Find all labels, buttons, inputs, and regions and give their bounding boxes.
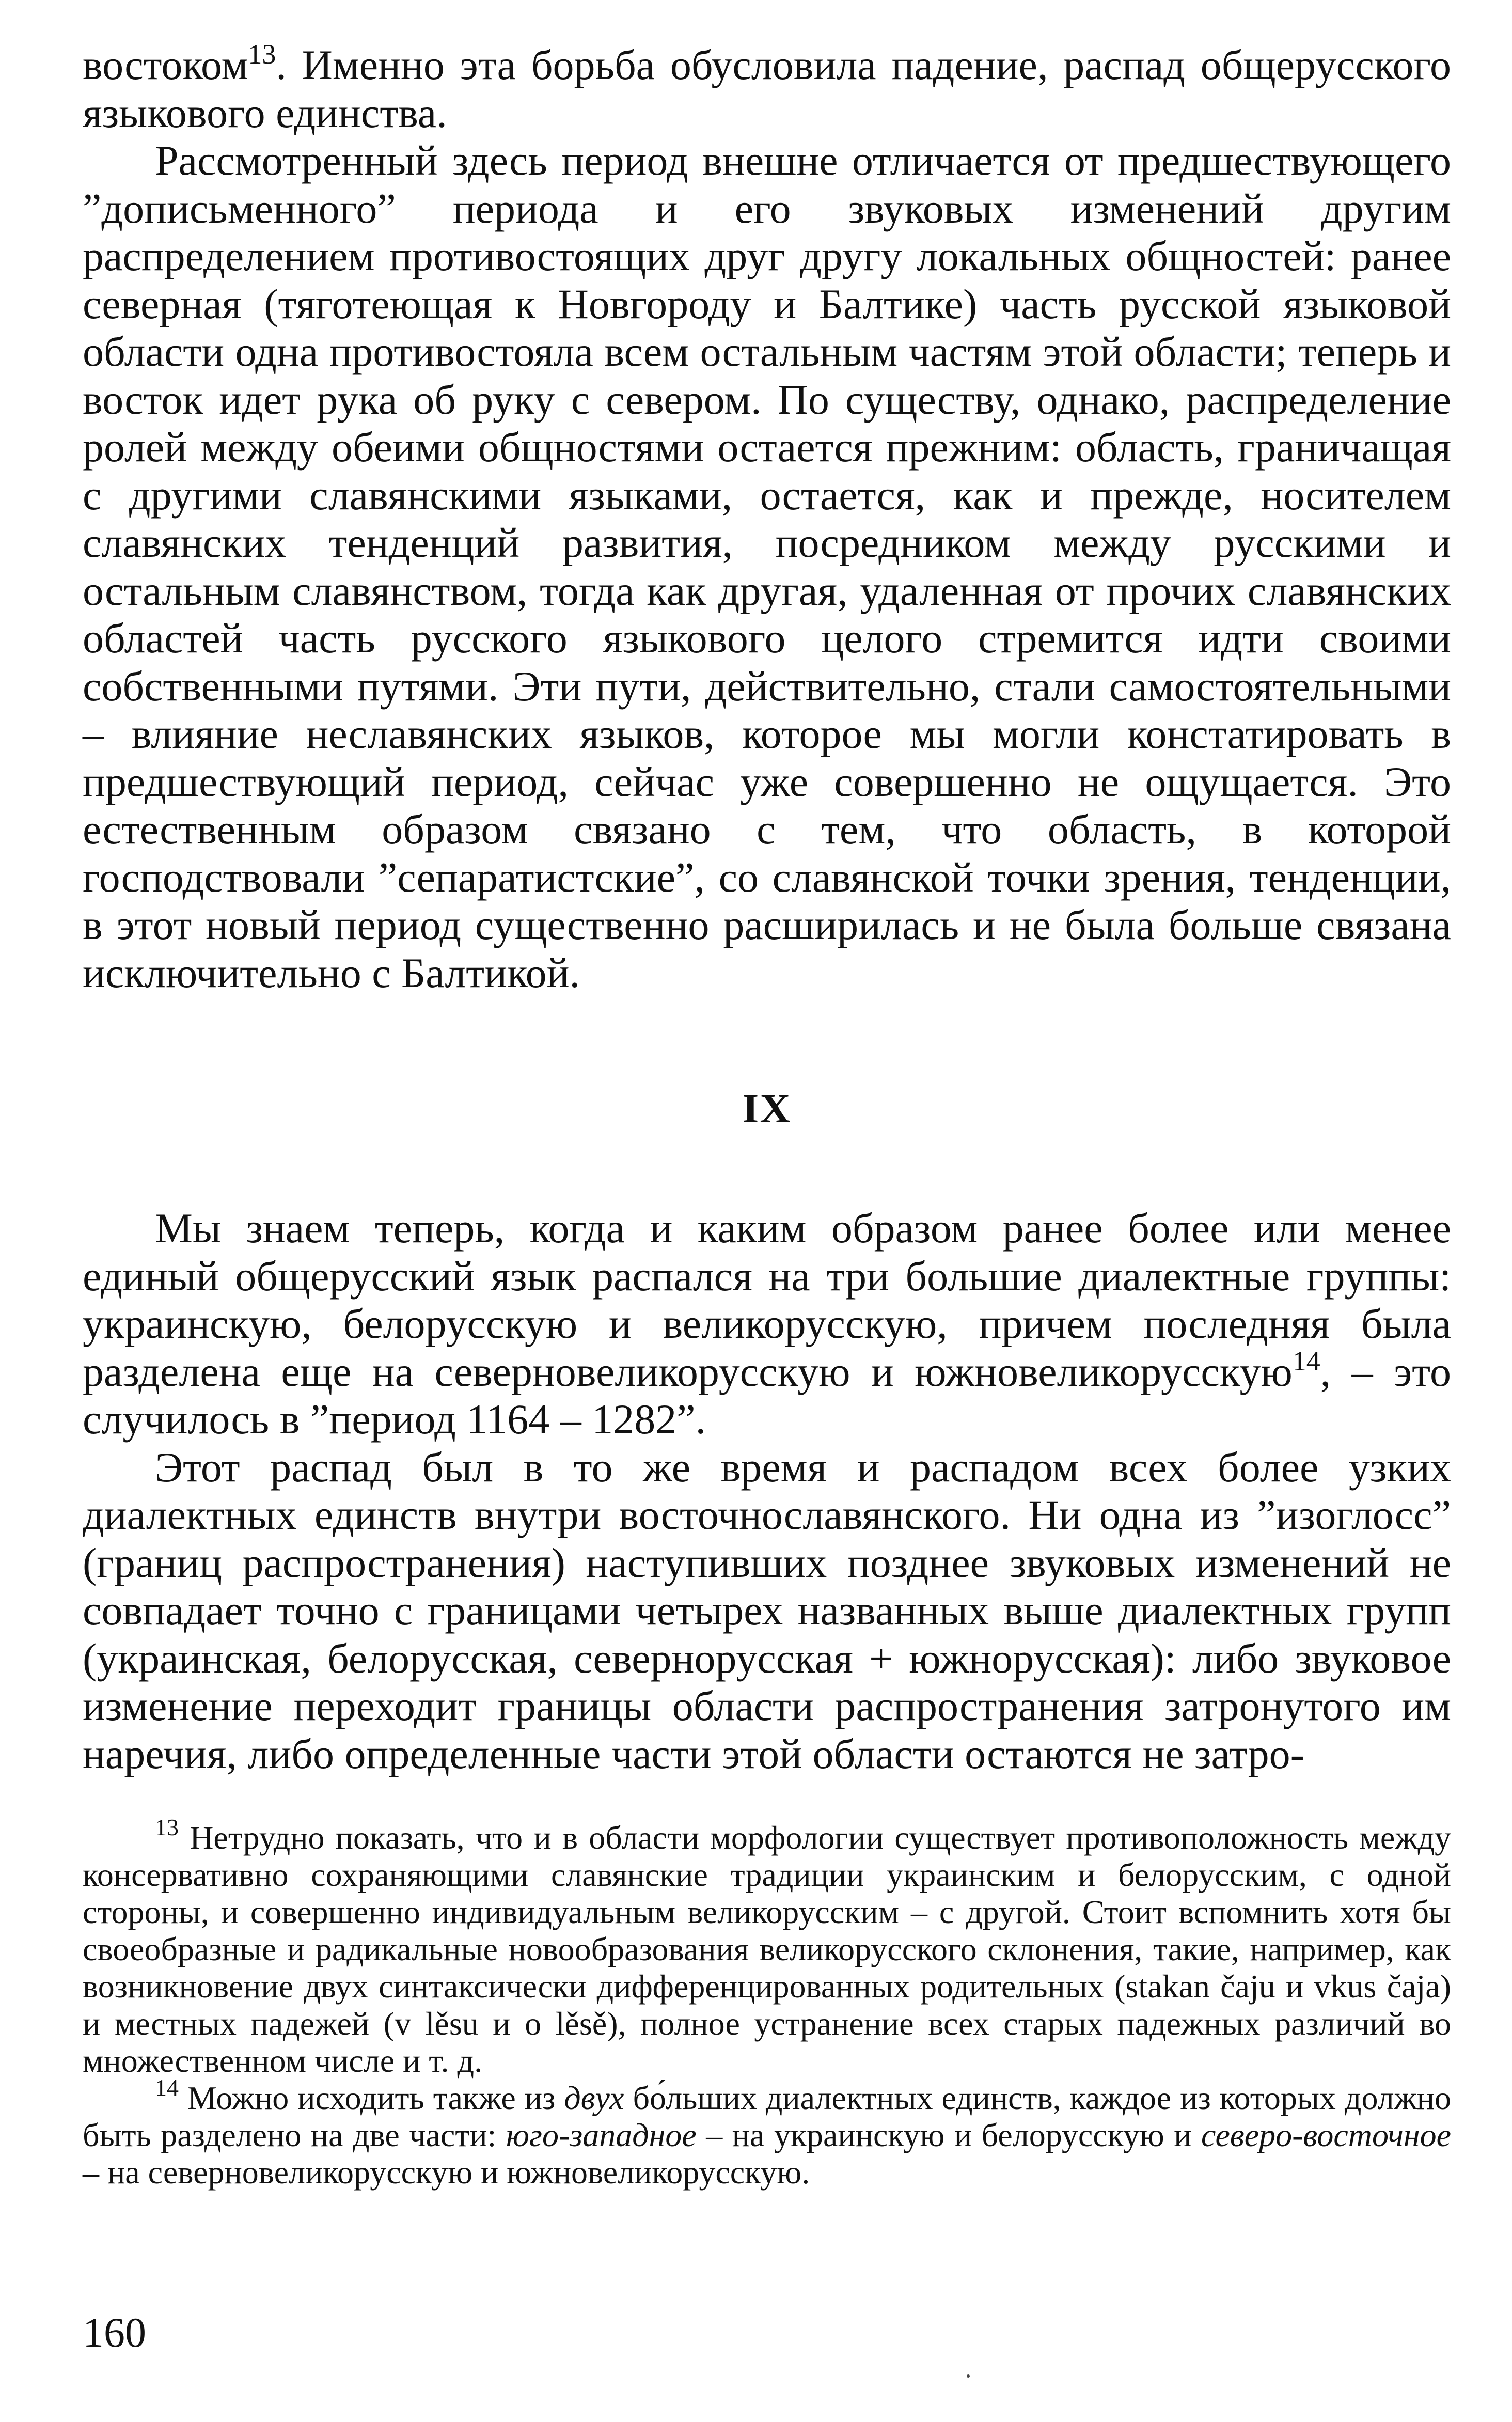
book-page bbox=[83, 41, 1451, 2191]
footnote-marker-14: 14 bbox=[155, 2074, 179, 2101]
footnote-text: – на северновеликорусскую и южновеликорусскую. bbox=[83, 2154, 810, 2191]
main-text bbox=[83, 41, 1451, 1778]
footnote-13 bbox=[83, 1814, 1451, 2080]
footnote-text: Можно исходить также из bbox=[179, 2080, 564, 2116]
paragraph-continuation bbox=[83, 41, 1451, 137]
paragraph-text: востоком bbox=[83, 41, 248, 88]
footnote-marker-13: 13 bbox=[155, 1814, 179, 1840]
footnote-text: – на украинскую и белорусскую и bbox=[696, 2117, 1201, 2153]
page-number: 160 bbox=[83, 2309, 146, 2356]
paragraph-3 bbox=[83, 1205, 1451, 1444]
footnote-italic: юго-западное bbox=[506, 2117, 697, 2153]
paragraph-text: Мы знаем теперь, когда и каким образом ранее более или менее единый общерусский язык распался на три большие диалектные группы: украинскую, белорусскую и великорусскую, причем последняя была разделена еще на северновеликорусскую и южновеликорусскую bbox=[83, 1205, 1451, 1395]
footnote-italic: двух bbox=[564, 2080, 624, 2116]
footnote-text: Нетрудно показать, что и в области морфологии существует противоположность между консервативно сохраняющими славянские традиции украинским и белорусским, с одной стороны, и совершенно индивидуальным великорусским – с другой. Стоит вспомнить хотя бы своеобразные и радикальные новообразования великорусского склонения, такие, например, как возникновение двух синтаксически дифференцированных родительных (stakan čaju и vkus čaja) и местных падежей (v lěsu и o lěsě), полное устранение всех старых падежных различий во множественном числе и т. д. bbox=[83, 1819, 1451, 2079]
footnote-text: бо́льших диалектных единств, каждое из которых должно быть разделено на две части: bbox=[83, 2080, 1452, 2153]
footnote-ref-14[interactable]: 14 bbox=[1292, 1345, 1320, 1377]
footnotes bbox=[83, 1814, 1452, 2191]
section-heading: IX bbox=[742, 1085, 792, 1132]
scan-speck bbox=[967, 2374, 970, 2378]
paragraph-text: . Именно эта борьба обусловила падение, распад общерусского языкового единства. bbox=[83, 41, 1451, 136]
paragraph-2: Рассмотренный здесь период внешне отличается от предшествующего ”дописьменного” периода и его звуковых изменений другим распределением противостоящих друг другу локальных общностей: ранее северная (тяготеющая к Новгороду и Балтике) часть русской языковой области одна противостояла всем остальным частям этой области; теперь и восток идет рука об руку с севером. По существу, однако, распределение ролей между обеими общностями остается прежним: область, граничащая с другими славянскими языками, остается, как и прежде, носителем славянских тенденций развития, посредником между русскими и остальным славянством, тогда как другая, удаленная от прочих славянских областей часть русского языкового целого стремится идти своими собственными путями. Эти пути, действительно, стали самостоятельными – влияние неславянских языков, которое мы могли констатировать в предшествующий период, сейчас уже совершенно не ощущается. Это естественным образом связано с тем, что область, в которой господствовали ”сепаратистские”, со славянской точки зрения, тенденции, в этот новый период существенно расширилась и не была больше связана исключительно с Балтикой. bbox=[83, 137, 1451, 996]
footnote-italic: северо-восточное bbox=[1201, 2117, 1452, 2153]
footnote-14 bbox=[83, 2074, 1452, 2191]
footnote-ref-13[interactable]: 13 bbox=[248, 39, 276, 70]
paragraph-text: , – это случилось в ”период 1164 – 1282”. bbox=[83, 1348, 1451, 1443]
paragraph-4: Этот распад был в то же время и распадом всех более узких диалектных единств внутри восточнославянского. Ни одна из ”изоглосс” (границ распространения) наступивших позднее звуковых изменений не совпадает точно с границами четырех названных выше диалектных групп (украинская, белорусская, севернорусская + южнорусская): либо звуковое изменение переходит границы области распространения затронутого им наречия, либо определенные части этой области остаются не затро- bbox=[83, 1443, 1451, 1777]
